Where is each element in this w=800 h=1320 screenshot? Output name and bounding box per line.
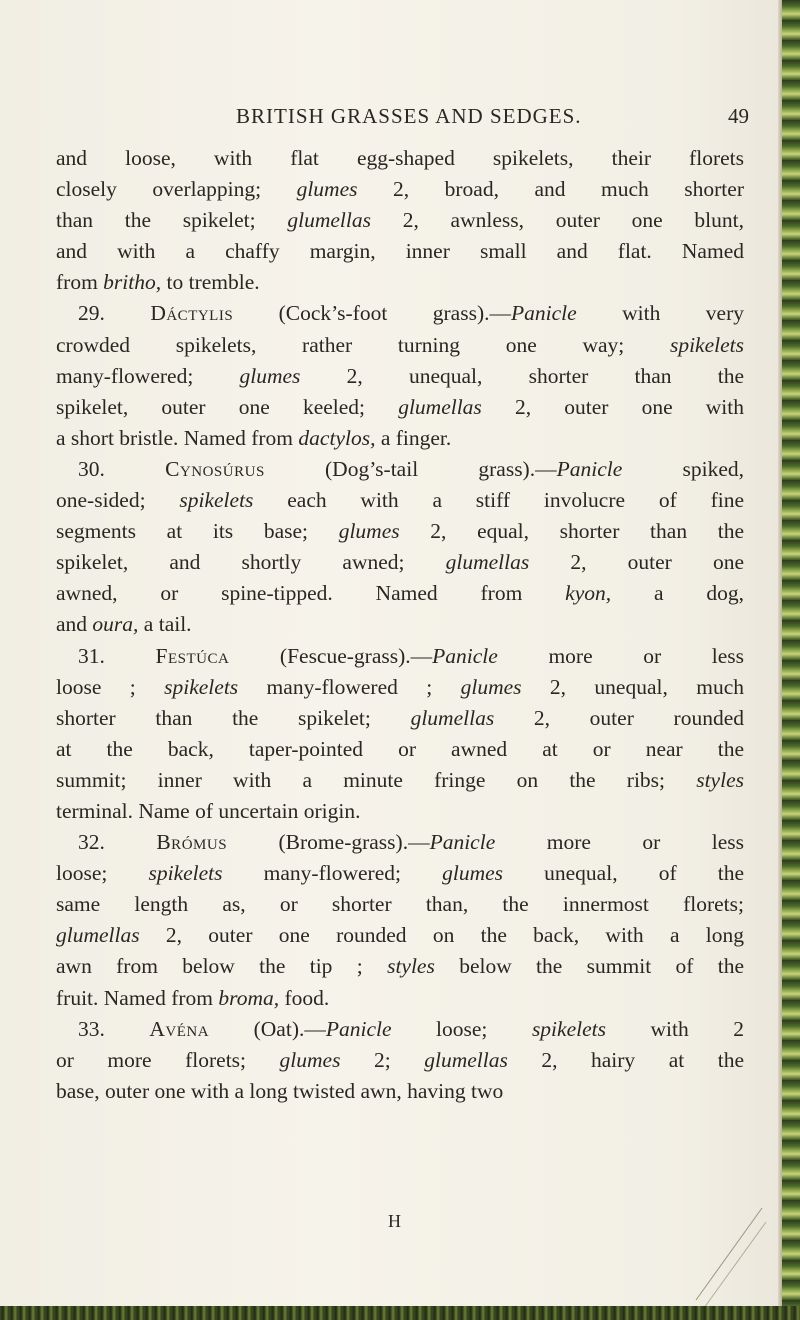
text-run: 2, hairy at the — [507, 1047, 744, 1072]
genus-name: Cynosúrus — [165, 456, 265, 481]
italic-term: dactylos, — [298, 425, 376, 450]
text-line — [56, 1045, 744, 1076]
text-run: a dog, — [611, 581, 745, 606]
page-bottom-edge — [0, 1306, 800, 1320]
running-head: BRITISH GRASSES AND SEDGES. — [236, 104, 582, 128]
genus-name: Avéna — [149, 1016, 210, 1041]
text-run: (Oat).— — [209, 1016, 326, 1041]
text-run: 32. — [78, 830, 157, 855]
text-line — [56, 423, 744, 454]
text-line — [56, 392, 744, 423]
text-run: a tail. — [138, 612, 192, 637]
text-run: than the spikelet; — [56, 208, 288, 233]
text-run: and — [56, 612, 93, 637]
italic-term: glumes — [442, 861, 504, 886]
text-run: with 2 — [605, 1016, 744, 1041]
text-run: 30. — [78, 456, 166, 481]
text-run: or more florets; — [56, 1047, 280, 1072]
text-run: unequal, of the — [503, 861, 744, 886]
text-run: more or less — [497, 643, 745, 668]
italic-term: Panicle — [432, 643, 498, 668]
italic-term: styles — [387, 954, 435, 979]
text-run: 2, outer rounded — [494, 705, 744, 730]
text-run: 31. — [78, 643, 156, 668]
genus-name: Brómus — [156, 830, 228, 855]
text-run: from — [56, 270, 104, 295]
text-run: 2, outer one rounded on the back, with a long — [139, 923, 744, 948]
text-run: terminal. Name of uncertain origin. — [56, 798, 361, 823]
genus-name: Dáctylis — [150, 301, 234, 326]
text-run: crowded spikelets, rather turning one way; — [56, 332, 670, 357]
italic-term: glumellas — [56, 923, 140, 948]
text-run: with very — [576, 301, 744, 326]
italic-term: glumellas — [410, 705, 495, 730]
italic-term: glumellas — [445, 550, 530, 575]
italic-term: spikelets — [669, 332, 744, 357]
text-run: more or less — [495, 830, 744, 855]
text-line — [56, 951, 744, 982]
italic-term: Panicle — [556, 456, 623, 481]
text-run: fruit. Named from — [56, 985, 219, 1010]
text-line — [56, 1076, 744, 1107]
text-run: loose; — [391, 1016, 532, 1041]
text-run: 2, outer one — [529, 550, 744, 575]
text-run: spikelet, and shortly awned; — [56, 550, 446, 575]
text-line — [56, 734, 744, 765]
text-run: spiked, — [622, 456, 745, 481]
text-line — [56, 298, 744, 329]
text-run: many-flowered; — [56, 363, 240, 388]
text-run: summit; inner with a minute fringe on the ribs; — [56, 767, 697, 792]
italic-term: spikelets — [148, 861, 223, 886]
text-run: same length as, or shorter than, the innermost florets; — [56, 892, 744, 917]
text-line — [56, 516, 744, 547]
italic-term: britho, — [103, 270, 162, 295]
text-line — [56, 858, 744, 889]
text-run: at the back, taper-pointed or awned at or near the — [56, 736, 744, 761]
text-run: many-flowered ; — [238, 674, 461, 699]
italic-term: Panicle — [510, 301, 577, 326]
genus-name: Festúca — [155, 643, 230, 668]
text-run: 2; — [340, 1047, 425, 1072]
text-run: closely overlapping; — [56, 177, 297, 202]
text-line — [56, 143, 744, 174]
italic-term: glumellas — [398, 394, 482, 419]
text-line — [56, 361, 744, 392]
text-run: and with a chaffy margin, inner small and flat. Named — [56, 239, 744, 264]
text-line — [56, 827, 744, 858]
text-run: 2, broad, and much shorter — [357, 177, 744, 202]
text-run: and loose, with flat egg-shaped spikelets, their florets — [56, 146, 744, 170]
text-run: to tremble. — [161, 270, 260, 295]
text-run: food. — [279, 985, 330, 1010]
italic-term: kyon, — [565, 581, 612, 606]
text-run: 33. — [78, 1016, 150, 1041]
text-run: a finger. — [375, 425, 452, 450]
text-run: each with a stiff involucre of fine — [253, 488, 744, 513]
text-run: many-flowered; — [222, 861, 443, 886]
text-run: one-sided; — [56, 488, 180, 513]
italic-term: glumes — [460, 674, 522, 699]
text-line — [56, 330, 744, 361]
italic-term: glumellas — [287, 208, 371, 233]
italic-term: Panicle — [429, 830, 496, 855]
text-line — [56, 920, 744, 951]
text-line — [56, 889, 744, 920]
page-number: 49 — [728, 104, 749, 128]
text-line — [56, 578, 744, 609]
italic-term: Panicle — [325, 1016, 392, 1041]
text-line — [56, 454, 744, 485]
text-run: base, outer one with a long twisted awn, having two — [56, 1078, 504, 1103]
text-line — [56, 641, 744, 672]
text-line — [56, 547, 744, 578]
text-run: a short bristle. Named from — [56, 425, 299, 450]
italic-term: glumellas — [424, 1047, 508, 1072]
book-spine-edge — [782, 0, 800, 1320]
italic-term: styles — [696, 767, 744, 792]
italic-term: glumes — [296, 177, 358, 202]
signature-mark: H — [388, 1211, 402, 1231]
text-run: 2, equal, shorter than the — [399, 519, 745, 544]
body-text — [56, 143, 744, 1107]
text-run: awn from below the tip ; — [56, 954, 388, 979]
text-line — [56, 609, 744, 640]
text-line — [56, 672, 744, 703]
text-run: 2, outer one with — [481, 394, 744, 419]
text-line — [56, 236, 744, 267]
text-run: (Brome-grass).— — [227, 830, 430, 855]
text-run: (Cock’s-foot grass).— — [233, 301, 511, 326]
italic-term: spikelets — [179, 488, 254, 513]
text-line — [56, 1014, 744, 1045]
page-fold-mark — [690, 1200, 770, 1310]
italic-term: glumes — [239, 363, 301, 388]
text-run: (Dog’s-tail grass).— — [264, 456, 557, 481]
text-line — [56, 796, 744, 827]
text-line — [56, 765, 744, 796]
text-run: (Fescue-grass).— — [229, 643, 433, 668]
text-run: 2, unequal, much — [521, 674, 745, 699]
italic-term: spikelets — [531, 1016, 606, 1041]
text-run: segments at its base; — [56, 519, 339, 544]
italic-term: broma, — [218, 985, 280, 1010]
text-run: spikelet, outer one keeled; — [56, 394, 399, 419]
italic-term: glumes — [338, 519, 400, 544]
text-line — [56, 485, 744, 516]
text-run: loose ; — [56, 674, 165, 699]
italic-term: glumes — [279, 1047, 341, 1072]
text-run: 29. — [78, 301, 151, 326]
text-run: awned, or spine-tipped. Named from — [56, 581, 566, 606]
text-run: loose; — [56, 861, 149, 886]
italic-term: oura, — [92, 612, 139, 637]
text-line — [56, 983, 744, 1014]
text-line — [56, 174, 744, 205]
text-line — [56, 205, 744, 236]
italic-term: spikelets — [164, 674, 239, 699]
text-run: 2, awnless, outer one blunt, — [370, 208, 744, 233]
text-run: 2, unequal, shorter than the — [300, 363, 744, 388]
text-run: shorter than the spikelet; — [56, 705, 411, 730]
text-line — [56, 267, 744, 298]
page-header — [0, 104, 782, 134]
text-line — [56, 703, 744, 734]
text-run: below the summit of the — [434, 954, 745, 979]
